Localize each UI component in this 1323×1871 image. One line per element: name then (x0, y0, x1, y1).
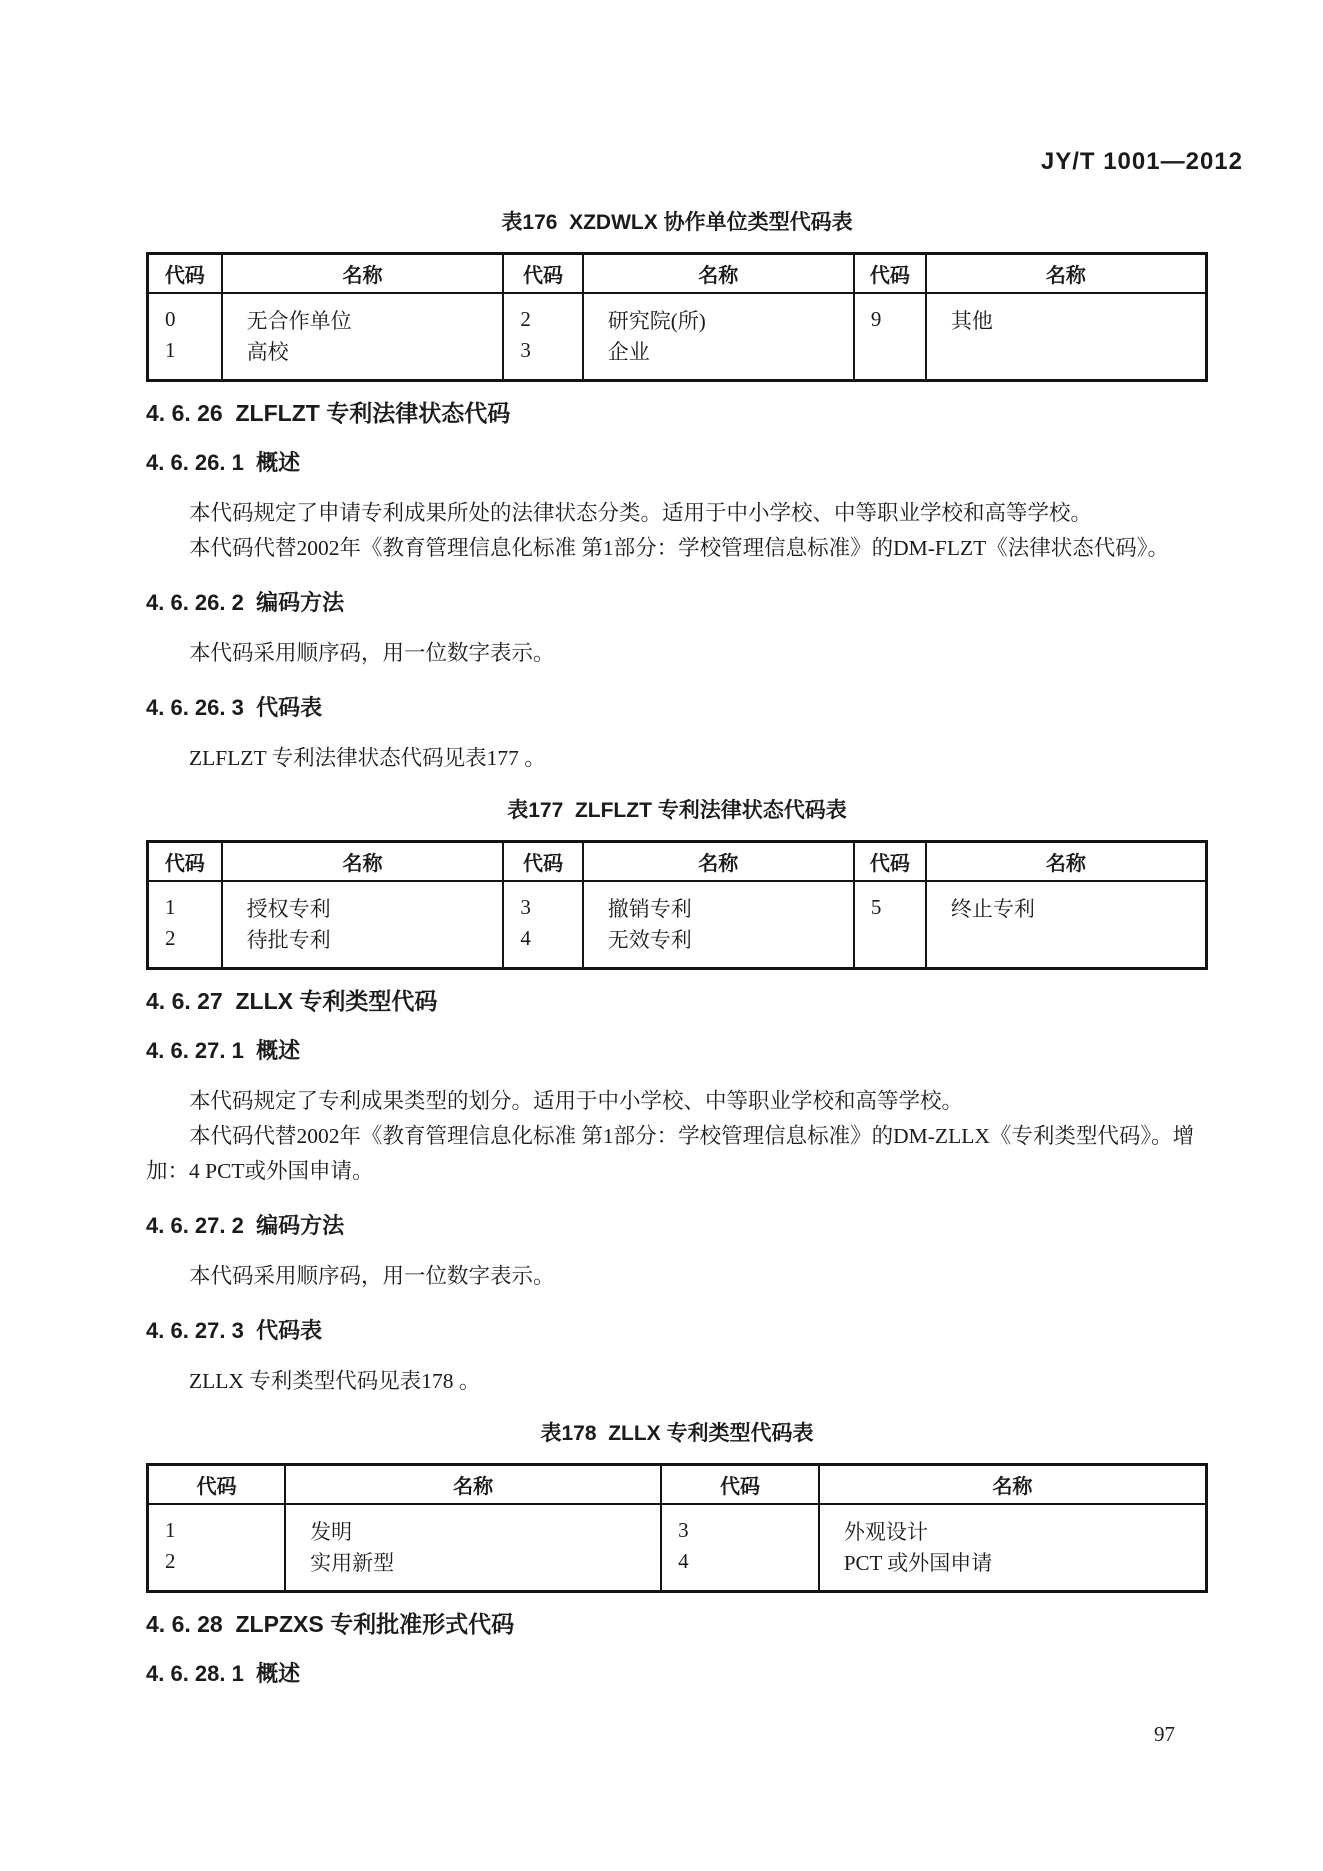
name-cell: 发明 (285, 1504, 661, 1546)
table-row (148, 881, 1207, 923)
table-row (148, 923, 1207, 969)
paragraph: 本代码代替2002年《教育管理信息化标准 第1部分：学校管理信息标准》的DM-ZLLX《专利类型代码》。增加：4 PCT或外国申请。 (146, 1124, 1195, 1183)
name-cell: 终止专利 (926, 881, 1207, 923)
column-header: 代码 (148, 1465, 286, 1505)
table-row (148, 335, 1207, 381)
page-number: 97 (1154, 1722, 1175, 1746)
paragraph: 本代码代替2002年《教育管理信息化标准 第1部分：学校管理信息标准》的DM-FLZT《法律状态代码》。 (189, 536, 1170, 560)
column-header: 名称 (222, 842, 504, 882)
column-header: 名称 (583, 254, 854, 294)
column-header: 名称 (583, 842, 854, 882)
table178-header-row (148, 1465, 1207, 1505)
paragraph: 本代码采用顺序码，用一位数字表示。 (189, 641, 555, 665)
table176-caption: 表176 XZDWLX 协作单位类型代码表 (501, 211, 853, 234)
name-cell: 企业 (583, 335, 854, 381)
name-cell: 无合作单位 (222, 293, 504, 335)
name-cell: 外观设计 (819, 1504, 1207, 1546)
column-header: 代码 (854, 254, 926, 294)
code-cell: 2 (165, 1549, 176, 1573)
name-cell: 撤销专利 (583, 881, 854, 923)
section-heading-4-6-27: 4. 6. 27 ZLLX 专利类型代码 (146, 988, 438, 1014)
code-cell: 3 (661, 1504, 819, 1546)
code-cell: 4 (503, 923, 582, 969)
subsection-heading-4-6-27-1: 4. 6. 27. 1 概述 (146, 1038, 301, 1063)
table176-header-row (148, 254, 1207, 294)
column-header: 代码 (503, 842, 582, 882)
section-heading-4-6-28: 4. 6. 28 ZLPZXS 专利批准形式代码 (146, 1611, 515, 1637)
subsection-heading-4-6-26-3: 4. 6. 26. 3 代码表 (146, 695, 323, 720)
code-cell: 0 (165, 307, 176, 331)
column-header: 代码 (503, 254, 582, 294)
column-header: 名称 (926, 842, 1207, 882)
code-cell: 1 (165, 1518, 176, 1542)
subsection-heading-4-6-26-1: 4. 6. 26. 1 概述 (146, 450, 301, 475)
standard-number-header: JY/T 1001—2012 (1040, 148, 1243, 175)
subsection-heading-4-6-26-2: 4. 6. 26. 2 编码方法 (146, 590, 345, 615)
table177-caption: 表177 ZLFLZT 专利法律状态代码表 (507, 799, 847, 822)
name-cell: 无效专利 (583, 923, 854, 969)
name-cell (926, 335, 1207, 381)
column-header: 代码 (148, 254, 222, 294)
paragraph: 本代码规定了专利成果类型的划分。适用于中小学校、中等职业学校和高等学校。 (189, 1089, 964, 1113)
column-header: 代码 (148, 842, 222, 882)
name-cell: PCT 或外国申请 (819, 1546, 1207, 1592)
table177 (146, 840, 1208, 970)
column-header: 名称 (819, 1465, 1207, 1505)
code-cell (854, 923, 926, 969)
code-cell: 2 (165, 926, 176, 950)
subsection-heading-4-6-28-1: 4. 6. 28. 1 概述 (146, 1661, 301, 1686)
paragraph: ZLFLZT 专利法律状态代码见表177 。 (189, 746, 546, 770)
code-cell: 3 (503, 881, 582, 923)
table177-header-row (148, 842, 1207, 882)
code-cell: 5 (854, 881, 926, 923)
column-header: 名称 (285, 1465, 661, 1505)
name-cell: 高校 (222, 335, 504, 381)
table178 (146, 1463, 1208, 1593)
code-cell: 9 (854, 293, 926, 335)
column-header: 代码 (661, 1465, 819, 1505)
table-row (148, 1546, 1207, 1592)
table-row (148, 293, 1207, 335)
table178-caption: 表178 ZLLX 专利类型代码表 (540, 1422, 814, 1445)
column-header: 名称 (222, 254, 504, 294)
subsection-heading-4-6-27-3: 4. 6. 27. 3 代码表 (146, 1318, 323, 1343)
table-row (148, 1504, 1207, 1546)
table176 (146, 252, 1208, 382)
section-heading-4-6-26: 4. 6. 26 ZLFLZT 专利法律状态代码 (146, 400, 511, 426)
paragraph: 本代码采用顺序码，用一位数字表示。 (189, 1264, 555, 1288)
name-cell: 研究院(所) (583, 293, 854, 335)
column-header: 名称 (926, 254, 1207, 294)
name-cell: 待批专利 (222, 923, 504, 969)
code-cell (854, 335, 926, 381)
subsection-heading-4-6-27-2: 4. 6. 27. 2 编码方法 (146, 1213, 345, 1238)
column-header: 代码 (854, 842, 926, 882)
name-cell: 实用新型 (285, 1546, 661, 1592)
name-cell: 授权专利 (222, 881, 504, 923)
code-cell: 3 (503, 335, 582, 381)
paragraph: ZLLX 专利类型代码见表178 。 (189, 1369, 481, 1393)
code-cell: 2 (503, 293, 582, 335)
paragraph: 本代码规定了申请专利成果所处的法律状态分类。适用于中小学校、中等职业学校和高等学校。 (189, 501, 1093, 525)
code-cell: 1 (165, 895, 176, 919)
name-cell: 其他 (926, 293, 1207, 335)
code-cell: 1 (165, 338, 176, 362)
code-cell: 4 (661, 1546, 819, 1592)
name-cell (926, 923, 1207, 969)
